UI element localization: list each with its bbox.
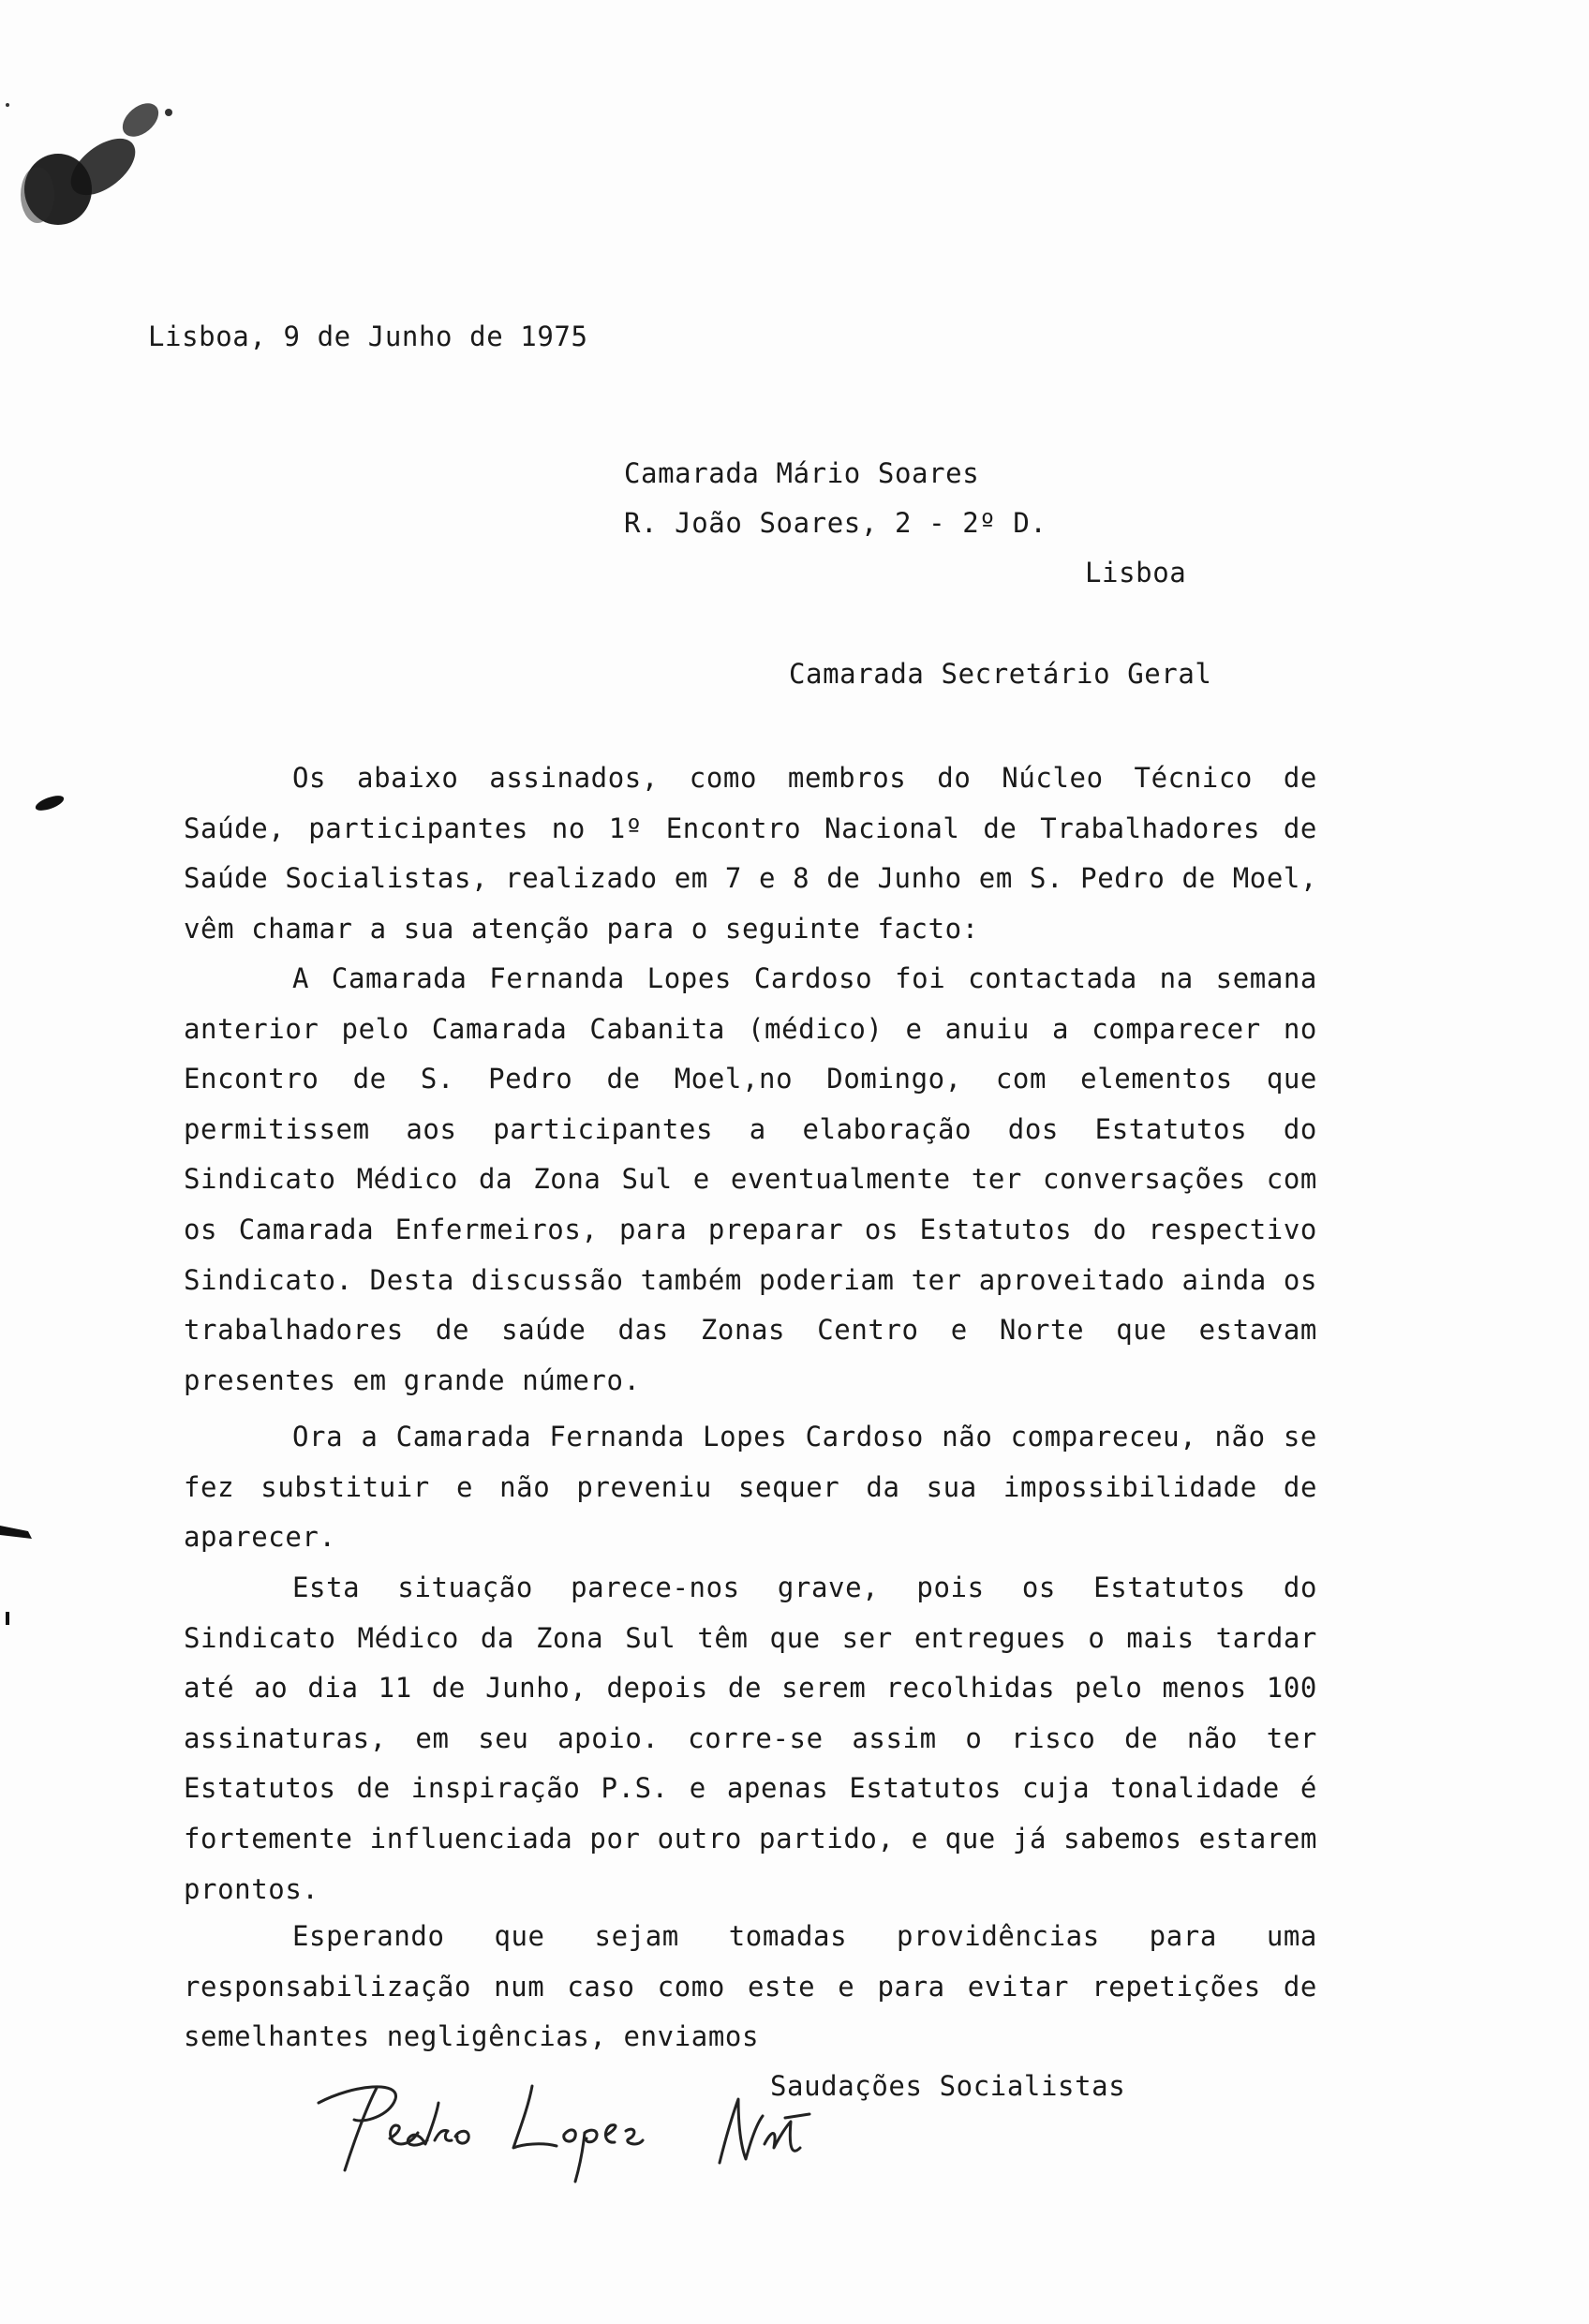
hole-punch-mark xyxy=(26,789,73,817)
body-paragraph: Ora a Camarada Fernanda Lopes Cardoso não compareceu, não se fez substituir e não preveniu sequer da sua impossibilidade de aparecer. xyxy=(184,1421,1317,1554)
body-paragraph: Esta situação parece-nos grave, pois os Estatutos do Sindicato Médico da Zona Sul têm que ser entregues o mais tardar até ao dia 11 de Junho, depois de serem recolhidas pelo menos 100 assinaturas, em seu apoio. corre-se assim o risco de não ter Estatutos de inspiração P.S. e apenas Estatutos cuja tonalidade é fortemente influenciada por outro partido, e que já sabemos estarem prontos. xyxy=(184,1572,1317,1905)
ink-blot-mark xyxy=(0,75,206,262)
body-paragraph: Esperando que sejam tomadas providências para uma responsabilização num caso como este e para evitar repetições de semelhantes negligências, enviamos xyxy=(184,1920,1317,2053)
body-paragraph: A Camarada Fernanda Lopes Cardoso foi contactada na semana anterior pelo Camarada Cabanita (médico) e anuiu a comparecer no Encontro de S. Pedro de Moel,no Domingo, com elementos que permitissem aos participantes a elaboração dos Estatutos do Sindicato Médico da Zona Sul e eventualmente ter conversações com os Camarada Enfermeiros, para preparar os Estatutos do respectivo Sindicato. Desta discussão também poderiam ter aproveitado ainda os trabalhadores de saúde das Zonas Centro e Norte que estavam presentes em grande número. xyxy=(184,962,1317,1396)
salutation: Camarada Secretário Geral xyxy=(789,658,1212,690)
margin-mark xyxy=(0,1518,37,1631)
body-paragraph: Os abaixo assinados, como membros do Núcleo Técnico de Saúde, participantes no 1º Encontro Nacional de Trabalhadores de Saúde Socialistas, realizado em 7 e 8 de Junho em S. Pedro de Moel, vêm chamar a sua atenção para o seguinte facto: xyxy=(184,762,1317,945)
recipient-city: Lisboa xyxy=(1085,557,1187,588)
recipient-street: R. João Soares, 2 - 2º D. xyxy=(624,507,1047,539)
closing: Saudações Socialistas xyxy=(770,2070,1126,2102)
handwritten-signature xyxy=(298,2058,860,2189)
recipient-name: Camarada Mário Soares xyxy=(624,457,980,489)
date-line: Lisboa, 9 de Junho de 1975 xyxy=(148,320,588,352)
